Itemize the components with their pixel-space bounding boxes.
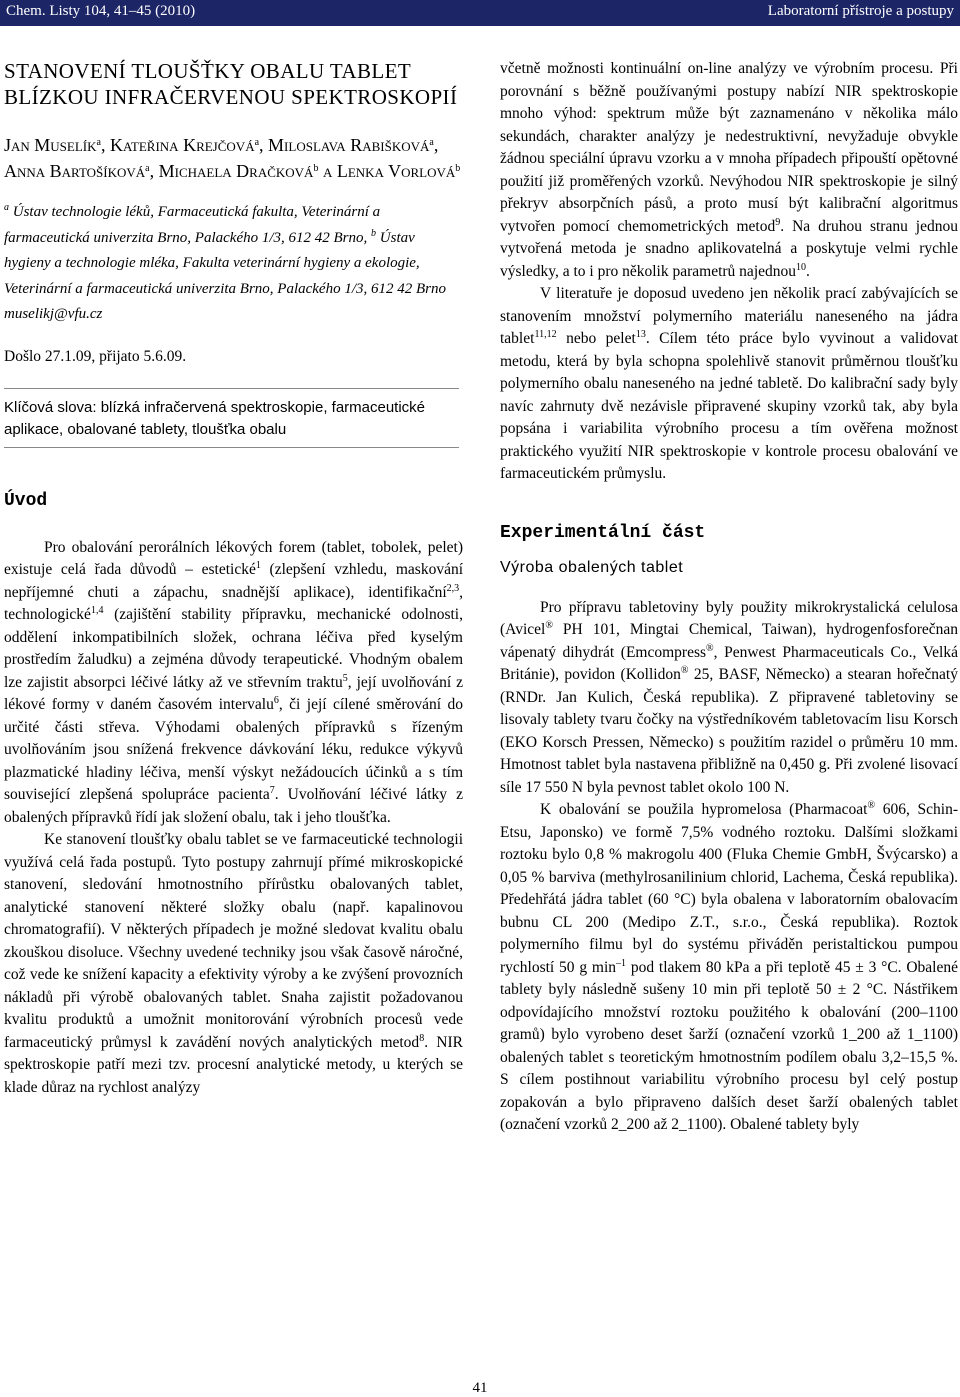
author-list: Jan Muselík$^a$, Kateřina Krejčová$^a$, Miloslava Rabišková$^a$, Anna Bartošíková$^a$, Michaela Dračková$^b$ a Lenka Vorlová$^b$ [4,135,461,181]
superscript-marker: 2,3 [446,582,460,594]
author-name: Jan Muselík [4,135,97,155]
page-number: 41 [472,1380,488,1396]
affiliation-a: Ústav technologie léků, Farmaceutická fakulta, Veterinární a farmaceutická univerzita Brno, Palackého 1/3, 612 42 Brno, [4,204,381,246]
author-name: Michaela Dračková [158,161,314,181]
section-name: Laboratorní přístroje a postupy [767,3,954,19]
affiliation-a-marker: a [4,202,9,213]
superscript-marker: 11,12 [534,329,557,340]
experimental-paragraph-2: K obalování se použila hypromelosa (Pharmacoat® 606, Schin-Etsu, Japonsko) ve formě 7,5% vodného roztoku. Dalšími složkami roztoku bylo 0,8 % makrogolu 400 (Fluka Chemie GmbH, Švýcarsko) a 0,05 % barviva (methylrosanilinium chlorid, Lachema, Česká republika). Předehřátá jádra tablet (60 °C) byla obalena v laboratorním obalovacím bubnu CL 200 (Medipo Z.T., s.r.o., Česká republika). Roztok polymerního filmu byl do systému přiváděn peristaltickou pumpou rychlostí 50 g $\min^{-1}$ pod tlakem 80 kPa a při teplotě 45 ± 3 °C. Obalené tablety byly následně sušeny 10 min při teplotě 50 ± 2 °C. Nástřikem odpovídajícího množství roztoku použitého k obalování (200–1100 gramů) bylo vyrobeno deset šarží (označení vzorků 1_200 až 1_1100) obalených tablet s teoretickým hmotnostním podílem obalu 3,2–15,5 %. S cílem postihnout variabilitu výrobního procesu byl celý postup zopakován a bylo připraveno dalších deset šarží obalených tablet (označení vzorků 2_200 až 2_1100). Obalené tablety byly [500,800,959,1133]
superscript-marker: 6 [273,695,279,706]
intro-paragraph-3: včetně možnosti kontinuální on-line analýzy ve výrobním procesu. Při porovnání s běžně používanými postupy nabízí NIR spektroskopie mnoho výhod: spektrum může být zaznamenáno v několika málo sekundách, charakter analýzy je nedestruktivní, nevyžaduje obvykle žádnou speciální úpravu vzorku a v mnoha případech připouští opětovné použití již proměřených vzorků. Nevýhodou NIR spektroskopie je silný překryv absorpčních pásů, a proto musí být kalibrační algoritmus vytvořen pomocí chemometrických metod$^9$. Na druhou stranu jednou vytvořená metoda je snadno aplikovatelná a poskytuje velmi rychle výsledky, a to i pro několik parametrů najednou$^{10}$. [500,60,958,280]
left-column [4,58,463,1099]
running-header [0,0,960,26]
author-name: Miloslava Rabišková [268,135,430,155]
superscript-marker: ® [545,620,553,631]
keywords: Klíčová slova: blízká infračervená spektroskopie, farmaceutické aplikace, obalované tablety, tloušťka obalu [4,398,426,438]
author-name: Lenka Vorlová [336,161,456,181]
superscript-marker: 9 [775,216,781,228]
author-name: Kateřina Krejčová [109,135,255,155]
intro-paragraph-4: V literatuře je doposud uvedeno jen několik prací zabývajících se stanovením množství polymerního materiálu naneseného na jádra tablet$^{11,12}$ nebo pelet$^{13}$. Cílem této práce bylo vyvinout a validovat metodu, která by byla schopna spolehlivě stanovit průměrnou tloušťku polymerního obalu naneseného na jedné tabletě. Do kalibrační sady byly navíc zahrnuty dvě nezávisle připravené skupiny vzorků tak, aby byla popsána i variabilita výrobního procesu a tím ověřena možnost praktického využití NIR spektroskopie v kontrole procesu obalování ve farmaceutickém průmyslu. [500,285,958,482]
superscript-marker: 7 [269,785,275,796]
author-name: Anna Bartošíková [4,161,146,181]
divider-bottom [4,447,459,448]
experimental-paragraph-1: Pro přípravu tabletoviny byly použity mikrokrystalická celulosa (Avicel® PH 101, Mingtai Chemical, Taiwan), hydrogenfosforečnan vápenatý dihydrát (Emcompress®, Penwest Pharmaceuticals Co., Velká Británie), povidon (Kollidon® 25, BASF, Německo) a stearan hořečnatý (RNDr. Jan Kulich, Česká republika). Z připravené tabletoviny se lisovaly tablety tvaru čočky na výstředníkovém tabletovacím lisu Korsch (EKO Korsch Pressen, Německo) s použitím razidel o průměru 10 mm. Hmotnost tablet byla nastavena přibližně na 0,450 g. Při zvolené lisovací síle 17 550 N byla pevnost tablet okolo 100 N. [500,598,958,796]
affiliation-b: Ústav hygieny a technologie mléka, Fakulta veterinární hygieny a ekologie, Veterinární a farmaceutická univerzita Brno, Palackého 1/3, 612 42 Brno [4,229,447,297]
intro-heading: Úvod [4,490,48,511]
affiliation [4,200,463,328]
experimental-heading: Experimentální část [500,522,706,543]
received-date: Došlo 27.1.09, přijato 5.6.09. [4,347,187,365]
intro-paragraph-1: Pro obalování perorálních lékových forem (tablet, tobolek, pelet) existuje celá řada důvodů – estetické$^1$ (zlepšení vzhledu, maskování nepříjemné chuti a zápachu, snadnější aplikace), identifikační$^{2,3}$, technologické$^{1,4}$ (zajištění stability přípravku, mechanické odolnosti, oddělení inkompatibilních složek, ochrana léčiva před kyselým prostředím žaludku) a zejména důvody terapeutické. Vhodným obalem lze zajistit absorpci léčivé látky až ve střevním traktu$^5$, její uvolňování z lékové formy v daném časovém intervalu$^6$, či její cílené směrování do určité části střeva. Výhodami obalených přípravků s řízeným uvolňováním jsou snížená frekvence dávkování léku, redukce výkyvů plazmatické hladiny léčiva, menší výskyt nežádoucích účinků a s tím související zlepšená spolupráce pacienta$^7$. Uvolňování léčivé látky z obalených přípravků řídí jak složení obalu, tak i jeho tloušťka. [4,538,464,826]
article-title: STANOVENÍ TLOUŠŤKY OBALU TABLET BLÍZKOU INFRAČERVENOU SPEKTROSKOPIÍ [4,59,458,109]
author-affiliation-marker: b [313,163,319,174]
superscript-marker: 1,4 [90,605,104,616]
author-affiliation-marker: a [429,137,434,148]
superscript-marker: 5 [342,672,348,684]
superscript-marker: 13 [635,329,646,340]
author-email[interactable]: muselikj@vfu.cz [4,306,103,322]
author-affiliation-marker: b [455,163,461,174]
author-affiliation-marker: a [254,137,260,148]
experimental-subheading: Výroba obalených tablet [500,558,684,576]
right-column [500,58,958,1137]
author-affiliation-marker: a [96,137,101,148]
journal-citation: Chem. Listy 104, 41–45 (2010) [6,3,196,19]
superscript-marker: 1 [255,560,261,571]
author-affiliation-marker: a [145,163,150,174]
affiliation-b-marker: b [371,227,377,239]
superscript-marker: ® [680,665,689,676]
superscript-marker: ® [867,800,876,811]
intro-paragraph-2: Ke stanovení tloušťky obalu tablet se ve farmaceutické technologii využívá celá řada postupů. Tyto postupy zahrnují přímé mikroskopické stanovení, sledování hmotnostního přírůstku obalovaných tablet, analytické stanovení některé složky obalu (např. kapalinovou chromatografií). V některých případech je možné sledovat kvalitu obalu zkouškou disoluce. Všechny uvedené techniky jsou však časově náročné, což vede ke snížení kapacity a efektivity výroby a ke zvýšení provozních nákladů při výrobě obalovaných tablet. Snaha zajistit požadovanou kvalitu produktů a umožnit monitorování výrobních procesů vede farmaceutický průmysl k zavádění nových analytických metod$^8$. NIR spektroskopie patří mezi tzv. procesní analytické metody, u kterých se klade důraz na rychlost analýzy [4,831,463,1096]
superscript-marker: 8 [419,1032,425,1044]
superscript-marker: ® [706,642,714,654]
superscript-marker: 10 [796,261,806,273]
superscript-marker: –1 [616,957,627,969]
